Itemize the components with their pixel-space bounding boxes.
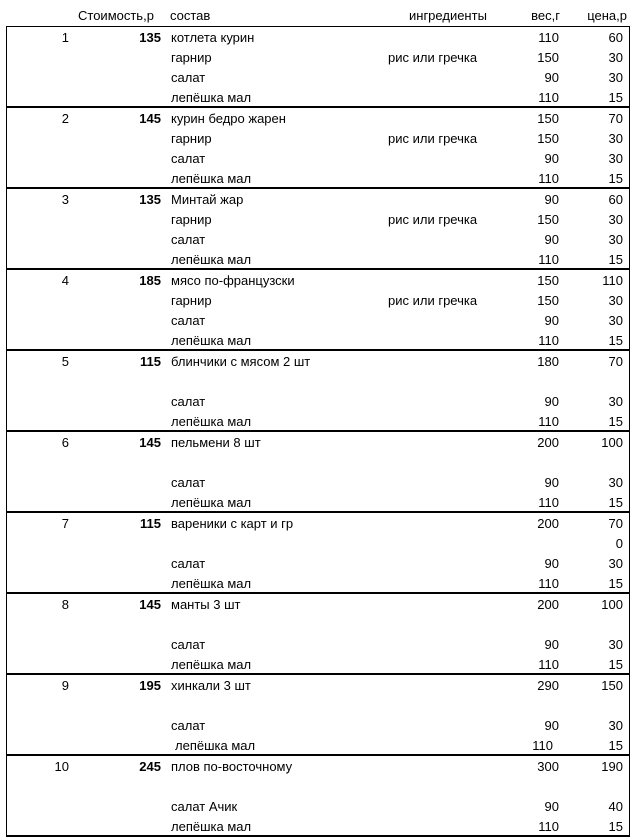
- header-composition: состав: [170, 8, 211, 23]
- item-weight: 150: [537, 131, 559, 146]
- item-name: салат Ачик: [171, 799, 238, 814]
- item-name: лепёшка мал: [171, 819, 252, 834]
- table-row: [7, 371, 629, 391]
- table-row: [7, 108, 629, 128]
- item-price: 150: [601, 678, 623, 693]
- table-row: [7, 756, 629, 776]
- table-row: [7, 796, 629, 816]
- row-separator: [7, 268, 629, 269]
- item-name: хинкали 3 шт: [171, 678, 251, 693]
- table-row: [7, 391, 629, 411]
- item-weight: 110: [538, 414, 559, 429]
- item-name: салат: [171, 232, 206, 247]
- item-weight: 110: [538, 90, 559, 105]
- item-ingredients: рис или гречка: [388, 131, 478, 146]
- item-name: салат: [171, 313, 206, 328]
- item-name: блинчики с мясом 2 шт: [171, 354, 311, 369]
- item-weight: 90: [544, 313, 559, 328]
- table-row: [7, 492, 629, 512]
- set-number: 4: [61, 273, 69, 288]
- table-row: [7, 27, 629, 47]
- item-price: 15: [608, 819, 623, 834]
- item-weight: 110: [538, 819, 559, 834]
- item-ingredients: рис или гречка: [388, 50, 478, 65]
- set-group: [6, 188, 630, 269]
- item-price: 70: [608, 516, 623, 531]
- item-name: салат: [171, 394, 206, 409]
- table-row: [7, 533, 629, 553]
- item-name: гарнир: [171, 131, 212, 146]
- item-name: пельмени 8 шт: [171, 435, 261, 450]
- item-price: 30: [608, 232, 623, 247]
- item-weight: 150: [537, 111, 559, 126]
- item-price: 30: [608, 151, 623, 166]
- item-weight: 110: [538, 495, 559, 510]
- set-cost: 115: [140, 354, 161, 369]
- table-row: [7, 452, 629, 472]
- set-number: 1: [61, 30, 69, 45]
- table-row: [7, 148, 629, 168]
- item-price: 30: [608, 637, 623, 652]
- item-weight: 90: [544, 799, 559, 814]
- table-row: [7, 290, 629, 310]
- item-price: 15: [608, 333, 623, 348]
- row-separator: [7, 106, 629, 107]
- item-weight: 150: [537, 212, 559, 227]
- table-row: [7, 189, 629, 209]
- item-weight: 300: [537, 759, 559, 774]
- table-row: [7, 87, 629, 107]
- item-name: гарнир: [171, 50, 212, 65]
- table-row: [7, 594, 629, 614]
- set-number: 7: [61, 516, 69, 531]
- table-row: [7, 168, 629, 188]
- item-price: 30: [608, 131, 623, 146]
- item-name: салат: [171, 556, 206, 571]
- item-price: 30: [608, 212, 623, 227]
- item-price: 110: [602, 273, 623, 288]
- table-row: [7, 128, 629, 148]
- table-row: [7, 432, 629, 452]
- item-price: 15: [608, 738, 623, 753]
- item-name: салат: [171, 637, 206, 652]
- set-group: [6, 269, 630, 350]
- table-row: [7, 675, 629, 695]
- set-group: [6, 512, 630, 593]
- item-weight: 90: [544, 556, 559, 571]
- item-weight: 150: [537, 273, 559, 288]
- item-weight: 90: [544, 70, 559, 85]
- item-weight: 110: [538, 252, 559, 267]
- table-row: [7, 614, 629, 634]
- set-number: 10: [54, 759, 69, 774]
- table-row: [7, 330, 629, 350]
- item-name: вареники с карт и гр: [171, 516, 294, 531]
- item-weight: 90: [544, 718, 559, 733]
- item-weight: 200: [537, 435, 559, 450]
- set-group: [6, 593, 630, 674]
- header-price: цена,р: [587, 8, 627, 23]
- table-row: [7, 310, 629, 330]
- item-ingredients: рис или гречка: [388, 293, 478, 308]
- set-cost: 195: [139, 678, 161, 693]
- item-price: 190: [601, 759, 623, 774]
- item-price: 60: [608, 30, 623, 45]
- item-name: гарнир: [171, 212, 212, 227]
- item-weight: 90: [544, 232, 559, 247]
- set-group: [6, 26, 630, 107]
- item-name: лепёшка мал: [171, 576, 252, 591]
- table-row: [7, 735, 629, 755]
- row-separator: [7, 430, 629, 431]
- set-group: [6, 107, 630, 188]
- table-row: [7, 695, 629, 715]
- item-name: плов по-восточному: [171, 759, 293, 774]
- set-cost: 115: [140, 516, 161, 531]
- item-name: мясо по-французски: [171, 273, 295, 288]
- item-name: лепёшка мал: [171, 90, 252, 105]
- item-name: курин бедро жарен: [171, 111, 286, 126]
- item-weight: 110: [538, 30, 559, 45]
- item-weight: 110: [532, 738, 553, 753]
- set-number: 6: [61, 435, 69, 450]
- header-weight: вес,г: [531, 8, 560, 23]
- table-row: [7, 634, 629, 654]
- item-name: лепёшка мал: [171, 414, 252, 429]
- row-separator: [7, 187, 629, 188]
- table-row: [7, 411, 629, 431]
- menu-sets-table: [6, 26, 630, 837]
- item-weight: 200: [537, 597, 559, 612]
- set-cost: 135: [139, 192, 161, 207]
- item-name: лепёшка мал: [171, 495, 252, 510]
- table-row: [7, 67, 629, 87]
- column-header-row: [0, 0, 640, 26]
- item-price: 15: [608, 495, 623, 510]
- item-weight: 90: [544, 192, 559, 207]
- item-price: 15: [608, 414, 623, 429]
- item-price: 60: [608, 192, 623, 207]
- row-separator: [7, 592, 629, 593]
- item-weight: 110: [538, 333, 559, 348]
- item-name: лепёшка мал: [171, 657, 252, 672]
- item-price: 30: [608, 70, 623, 85]
- item-weight: 90: [544, 475, 559, 490]
- table-row: [7, 47, 629, 67]
- item-weight: 150: [537, 50, 559, 65]
- table-row: [7, 654, 629, 674]
- row-separator: [7, 673, 629, 674]
- item-price: 30: [608, 293, 623, 308]
- item-name: лепёшка мал: [171, 333, 252, 348]
- set-number: 9: [61, 678, 69, 693]
- table-row: [7, 553, 629, 573]
- item-name: лепёшка мал: [175, 738, 256, 753]
- item-price: 0: [615, 536, 623, 551]
- item-name: котлета курин: [171, 30, 255, 45]
- table-row: [7, 351, 629, 371]
- set-number: 2: [61, 111, 69, 126]
- set-group: [6, 431, 630, 512]
- set-cost: 185: [139, 273, 161, 288]
- table-row: [7, 249, 629, 269]
- set-cost: 145: [139, 597, 161, 612]
- item-price: 70: [608, 354, 623, 369]
- set-group: [6, 674, 630, 755]
- item-price: 15: [608, 90, 623, 105]
- item-price: 30: [608, 394, 623, 409]
- header-ingredients: ингредиенты: [409, 8, 487, 23]
- item-price: 100: [601, 597, 623, 612]
- item-weight: 180: [537, 354, 559, 369]
- set-number: 3: [61, 192, 69, 207]
- item-weight: 110: [538, 171, 559, 186]
- item-name: лепёшка мал: [171, 171, 252, 186]
- item-price: 30: [608, 475, 623, 490]
- table-row: [7, 573, 629, 593]
- item-price: 15: [608, 576, 623, 591]
- item-ingredients: рис или гречка: [388, 212, 478, 227]
- item-weight: 110: [538, 576, 559, 591]
- item-weight: 110: [538, 657, 559, 672]
- item-name: салат: [171, 151, 206, 166]
- item-price: 40: [608, 799, 623, 814]
- item-name: салат: [171, 718, 206, 733]
- item-weight: 90: [544, 394, 559, 409]
- table-row: [7, 513, 629, 533]
- item-price: 30: [608, 718, 623, 733]
- item-price: 70: [608, 111, 623, 126]
- row-separator: [7, 511, 629, 512]
- item-weight: 150: [537, 293, 559, 308]
- set-group: [6, 755, 630, 837]
- set-group: [6, 350, 630, 431]
- item-weight: 200: [537, 516, 559, 531]
- item-weight: 90: [544, 151, 559, 166]
- item-name: лепёшка мал: [171, 252, 252, 267]
- table-row: [7, 715, 629, 735]
- item-name: Минтай жар: [171, 192, 244, 207]
- item-name: гарнир: [171, 293, 212, 308]
- set-cost: 135: [139, 30, 161, 45]
- header-cost: Стоимость,р: [78, 8, 154, 23]
- table-row: [7, 472, 629, 492]
- table-row: [7, 776, 629, 796]
- item-price: 30: [608, 50, 623, 65]
- item-price: 30: [608, 313, 623, 328]
- item-price: 15: [608, 252, 623, 267]
- set-cost: 245: [139, 759, 161, 774]
- item-weight: 290: [537, 678, 559, 693]
- item-weight: 90: [544, 637, 559, 652]
- item-name: манты 3 шт: [171, 597, 241, 612]
- item-name: салат: [171, 70, 206, 85]
- table-row: [7, 209, 629, 229]
- set-cost: 145: [139, 435, 161, 450]
- row-separator: [7, 754, 629, 755]
- item-price: 100: [601, 435, 623, 450]
- item-price: 15: [608, 171, 623, 186]
- item-name: салат: [171, 475, 206, 490]
- set-number: 5: [61, 354, 69, 369]
- set-number: 8: [61, 597, 69, 612]
- item-price: 30: [608, 556, 623, 571]
- set-cost: 145: [139, 111, 161, 126]
- item-price: 15: [608, 657, 623, 672]
- table-row: [7, 270, 629, 290]
- table-row: [7, 229, 629, 249]
- row-separator: [7, 349, 629, 350]
- table-row: [7, 816, 629, 836]
